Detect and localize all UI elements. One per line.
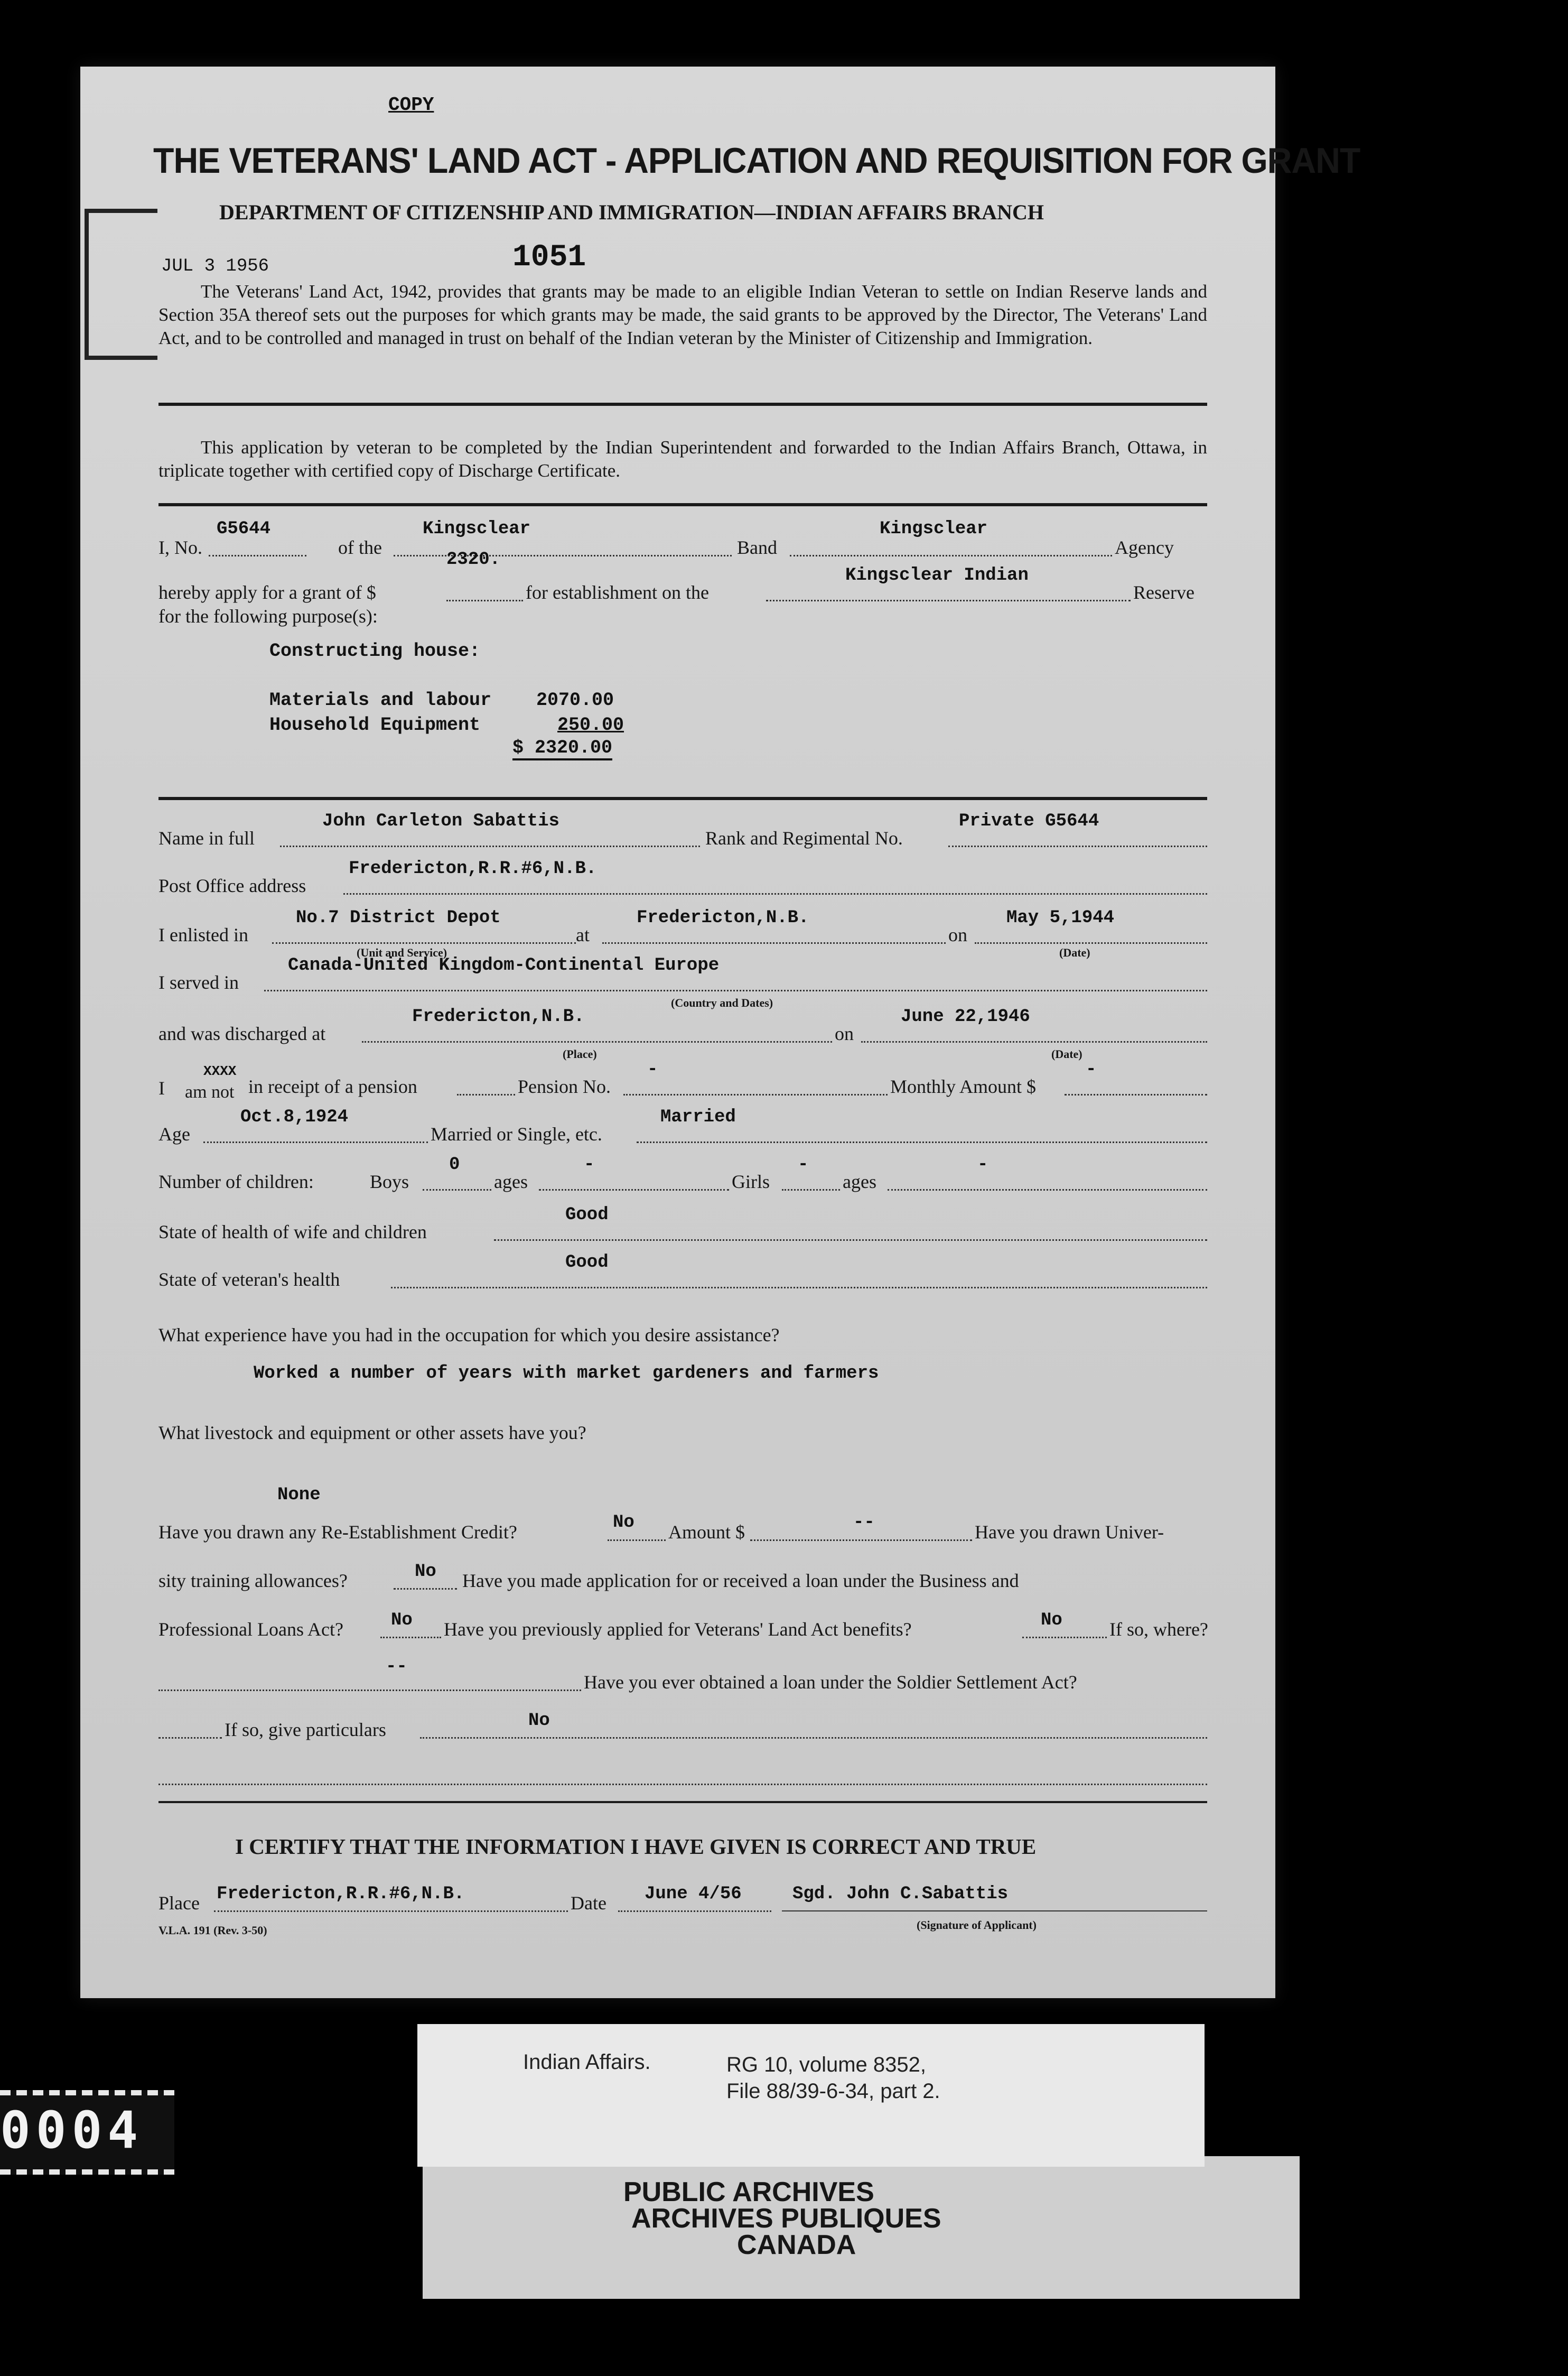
label-of-the: of the <box>338 537 382 558</box>
form-title: THE VETERANS' LAND ACT - APPLICATION AND REQUISITION FOR GRANT <box>153 141 1360 181</box>
label-age: Age <box>158 1124 190 1145</box>
question-university-a: Have you drawn Univer- <box>975 1521 1164 1543</box>
divider <box>158 1801 1207 1803</box>
dotted-line <box>280 846 700 847</box>
divider <box>158 403 1207 406</box>
certification-statement: I CERTIFY THAT THE INFORMATION I HAVE GIVEN IS CORRECT AND TRUE <box>235 1834 1037 1859</box>
dotted-line <box>766 600 1131 601</box>
answer-credit: No <box>613 1512 634 1533</box>
answer-vla: No <box>1041 1610 1062 1630</box>
label-rank: Rank and Regimental No. <box>705 828 903 849</box>
instruction-paragraph: This application by veteran to be completed by the Indian Superintendent and forwarded to the Indian Affairs Branch, Ottawa, in triplicate together with certified copy of Discharge Certificate. <box>158 437 1207 481</box>
answer-particulars: No <box>528 1711 550 1731</box>
label-place: Place <box>158 1892 200 1914</box>
archive-reference-2: File 88/39-6-34, part 2. <box>726 2080 940 2103</box>
label-served: I served in <box>158 972 239 993</box>
form-code: V.L.A. 191 (Rev. 3-50) <box>158 1924 267 1937</box>
discharged-place: Fredericton,N.B. <box>412 1007 585 1027</box>
sub-unit: (Unit and Service) <box>357 946 447 959</box>
rank-number: Private G5644 <box>959 811 1099 831</box>
dotted-line <box>343 893 1207 895</box>
label-post-office: Post Office address <box>158 875 306 896</box>
label-health-family: State of health of wife and children <box>158 1221 427 1242</box>
reserve-name: Kingsclear Indian <box>845 565 1029 586</box>
dotted-line <box>790 555 1112 556</box>
received-date: JUL 3 1956 <box>161 256 269 276</box>
divider <box>158 503 1207 506</box>
label-ages-2: ages <box>843 1171 876 1192</box>
label-purposes: for the following purpose(s): <box>158 606 378 627</box>
signature-line <box>782 1910 1207 1911</box>
label-on-2: on <box>835 1023 854 1044</box>
enlisted-unit: No.7 District Depot <box>296 908 501 928</box>
label-on: on <box>948 924 967 945</box>
label-agency: Agency <box>1115 537 1174 558</box>
question-credit: Have you drawn any Re-Establishment Credit? <box>158 1521 517 1543</box>
label-pension-no: Pension No. <box>518 1076 611 1097</box>
served-in: Canada-United Kingdom-Continental Europe <box>288 955 720 976</box>
dotted-line <box>380 1637 441 1638</box>
enlisted-date: May 5,1944 <box>1006 908 1115 928</box>
file-number: 1051 <box>512 240 586 275</box>
dotted-line <box>618 1910 771 1912</box>
answer-experience: Worked a number of years with market gardeners and farmers <box>254 1363 879 1384</box>
married-value: Married <box>660 1107 736 1127</box>
dotted-line <box>782 1189 840 1191</box>
question-university-b: sity training allowances? <box>158 1570 348 1591</box>
answer-loan: No <box>391 1610 413 1630</box>
label-amount: Amount $ <box>668 1521 745 1543</box>
copy-mark: COPY <box>388 94 434 116</box>
enlisted-place: Fredericton,N.B. <box>637 908 809 928</box>
label-at: at <box>576 924 590 945</box>
label-band: Band <box>737 537 777 558</box>
materials-label: Materials and labour <box>269 690 492 711</box>
label-hereby: hereby apply for a grant of $ <box>158 582 376 603</box>
age-value: Oct.8,1924 <box>240 1107 349 1127</box>
label-children: Number of children: <box>158 1171 314 1192</box>
question-soldier-settlement: Have you ever obtained a loan under the Soldier Settlement Act? <box>584 1672 1077 1693</box>
certify-place: Fredericton,R.R.#6,N.B. <box>217 1884 465 1904</box>
dotted-line <box>539 1189 729 1191</box>
certify-date: June 4/56 <box>645 1884 742 1904</box>
sub-signature: (Signature of Applicant) <box>917 1918 1037 1932</box>
label-enlisted: I enlisted in <box>158 924 248 945</box>
veteran-number: G5644 <box>217 519 271 539</box>
materials-value: 2070.00 <box>536 690 614 711</box>
question-vla: Have you previously applied for Veterans' Land Act benefits? <box>444 1619 912 1640</box>
equipment-label: Household Equipment <box>269 714 481 736</box>
archive-source: Indian Affairs. <box>523 2050 651 2074</box>
dotted-line <box>394 555 732 556</box>
dotted-line <box>494 1239 1207 1241</box>
sub-country: (Country and Dates) <box>671 996 773 1009</box>
dotted-line <box>203 1141 428 1143</box>
dotted-line <box>637 1141 1207 1143</box>
question-loan-b: Professional Loans Act? <box>158 1619 343 1640</box>
label-boys: Boys <box>370 1171 409 1192</box>
question-where: If so, where? <box>1109 1619 1208 1640</box>
label-reserve: Reserve <box>1133 582 1194 603</box>
label-discharged: and was discharged at <box>158 1023 326 1044</box>
frame-number: 0004 <box>0 2101 144 2160</box>
dotted-line <box>608 1539 666 1541</box>
full-name: John Carleton Sabattis <box>322 811 559 831</box>
dotted-line <box>272 942 576 944</box>
band-name: Kingsclear <box>423 519 531 539</box>
pension-number: - <box>647 1060 658 1080</box>
girls-count: - <box>798 1155 809 1175</box>
applicant-signature: Sgd. John C.Sabattis <box>792 1884 1009 1904</box>
grant-amount: 2320. <box>446 550 501 570</box>
girls-ages: - <box>977 1155 988 1175</box>
label-girls: Girls <box>732 1171 770 1192</box>
dotted-line <box>420 1737 1207 1739</box>
question-loan-a: Have you made application for or received a loan under the Business and <box>462 1570 1019 1591</box>
dotted-line <box>623 1094 888 1096</box>
dotted-line <box>975 942 1207 944</box>
monthly-amount: - <box>1086 1060 1097 1080</box>
label-no: I, No. <box>158 537 202 558</box>
boys-ages: - <box>584 1155 595 1175</box>
label-establishment: for establishment on the <box>526 582 709 603</box>
answer-where: -- <box>386 1657 407 1677</box>
sub-date: (Date) <box>1059 946 1090 959</box>
dotted-line <box>158 1737 222 1739</box>
label-monthly: Monthly Amount $ <box>890 1076 1037 1097</box>
dotted-line <box>457 1094 515 1096</box>
label-married: Married or Single, etc. <box>431 1124 602 1145</box>
archive-stamp-1: PUBLIC ARCHIVES <box>623 2177 874 2207</box>
department-heading: DEPARTMENT OF CITIZENSHIP AND IMMIGRATION—INDIAN AFFAIRS BRANCH <box>219 200 1044 224</box>
label-i: I <box>158 1078 165 1099</box>
answer-livestock: None <box>277 1485 321 1505</box>
am-struck: XXXX <box>203 1063 237 1079</box>
post-office-address: Fredericton,R.R.#6,N.B. <box>349 859 597 879</box>
label-ages: ages <box>494 1171 528 1192</box>
dotted-line <box>158 1690 581 1691</box>
dotted-line <box>214 1910 568 1912</box>
discharged-date: June 22,1946 <box>901 1007 1030 1027</box>
health-family: Good <box>565 1205 609 1225</box>
dotted-line <box>391 1287 1207 1288</box>
grant-total: $ 2320.00 <box>512 737 612 760</box>
dotted-line <box>1065 1094 1207 1096</box>
sub-date-2: (Date) <box>1051 1047 1082 1061</box>
label-name: Name in full <box>158 828 255 849</box>
dotted-line <box>362 1041 832 1043</box>
question-livestock: What livestock and equipment or other assets have you? <box>158 1422 586 1443</box>
received-stamp <box>85 209 157 360</box>
archive-stamp-3: CANADA <box>737 2230 856 2260</box>
dotted-line <box>158 1784 1207 1785</box>
purpose-heading: Constructing house: <box>269 641 481 662</box>
archive-reference-1: RG 10, volume 8352, <box>726 2053 926 2076</box>
intro-paragraph: The Veterans' Land Act, 1942, provides that grants may be made to an eligible Indian Veteran to settle on Indian Reserve lands and Section 35A thereof sets out the purposes for which grants may be made, the said grants to be approved by the Director, The Veterans' Land Act, and to be controlled and managed in trust on behalf of the Indian veteran by the Minister of Citizenship and Immigration. <box>158 281 1207 348</box>
label-am-not: am not <box>185 1082 235 1102</box>
archive-stamp-2: ARCHIVES PUBLIQUES <box>631 2203 941 2234</box>
answer-amount: -- <box>853 1512 875 1533</box>
sub-place: (Place) <box>563 1047 597 1061</box>
dotted-line <box>209 555 306 556</box>
divider <box>158 797 1207 800</box>
dotted-line <box>1022 1637 1107 1638</box>
dotted-line <box>888 1189 1207 1191</box>
dotted-line <box>861 1041 1207 1043</box>
equipment-value: 250.00 <box>557 714 624 736</box>
label-pension: in receipt of a pension <box>248 1076 417 1097</box>
dotted-line <box>423 1189 491 1191</box>
dotted-line <box>446 600 523 601</box>
label-health-veteran: State of veteran's health <box>158 1269 340 1290</box>
health-veteran: Good <box>565 1252 609 1273</box>
label-date: Date <box>571 1892 606 1914</box>
dotted-line <box>948 846 1207 847</box>
dotted-line <box>750 1539 972 1541</box>
dotted-line <box>394 1588 457 1590</box>
dotted-line <box>602 942 946 944</box>
dotted-line <box>264 990 1207 991</box>
answer-university: No <box>415 1562 436 1582</box>
boys-count: 0 <box>449 1155 460 1175</box>
question-particulars: If so, give particulars <box>225 1719 386 1740</box>
question-experience: What experience have you had in the occupation for which you desire assistance? <box>158 1324 780 1345</box>
agency-name: Kingsclear <box>880 519 988 539</box>
